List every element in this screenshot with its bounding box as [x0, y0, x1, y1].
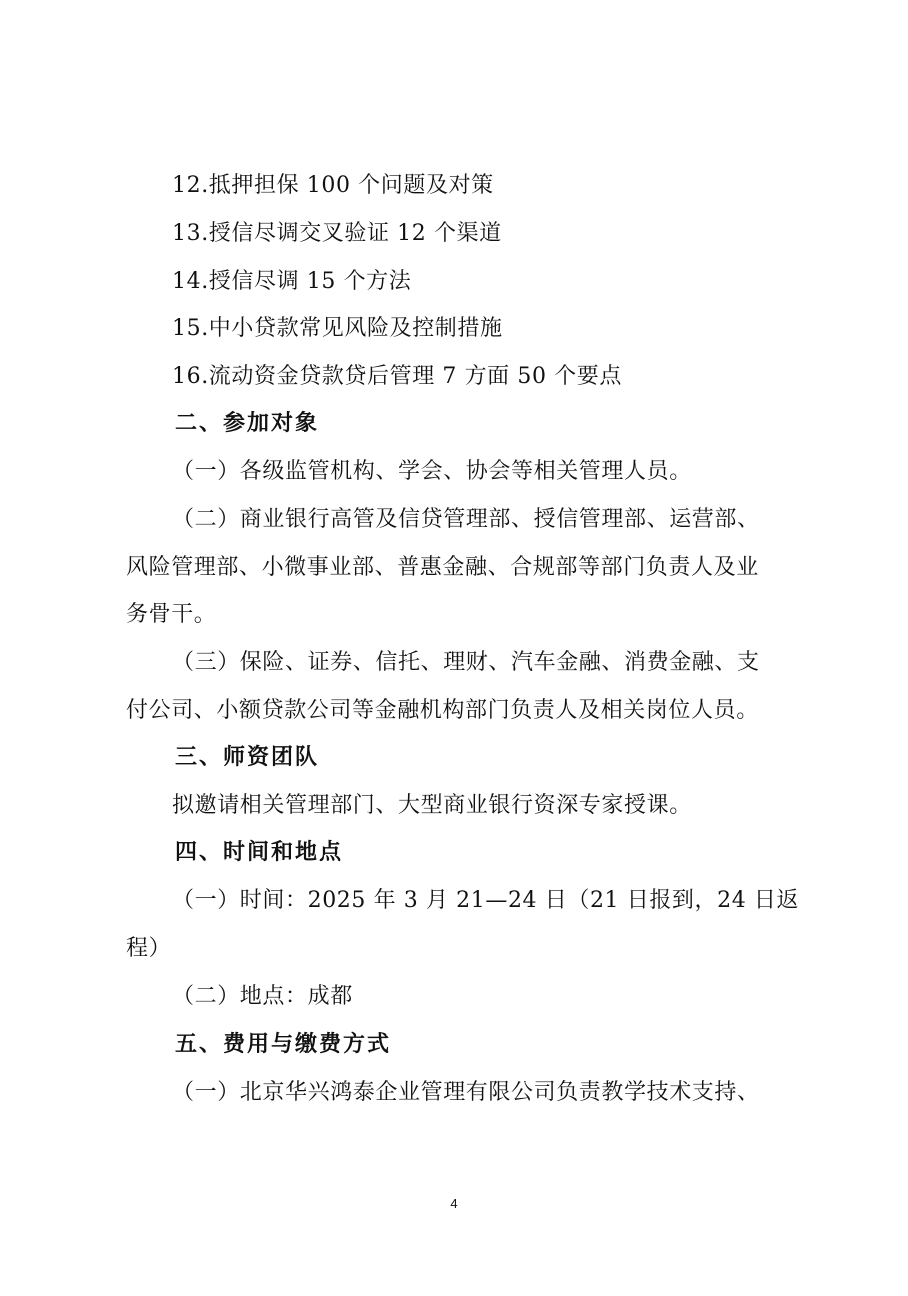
paragraph-participants-3-line-2: 付公司、小额贷款公司等金融机构部门负责人及相关岗位人员。: [126, 698, 759, 723]
section-heading-faculty: 三、师资团队: [175, 745, 320, 770]
section-heading-fees: 五、费用与缴费方式: [175, 1032, 392, 1057]
paragraph-participants-1: （一）各级监管机构、学会、协会等相关管理人员。: [172, 459, 692, 484]
paragraph-place: （二）地点：成都: [172, 984, 353, 1009]
paragraph-participants-3-line-1: （三）保险、证券、信托、理财、汽车金融、消费金融、支: [172, 650, 760, 675]
paragraph-time-line-1: （一）时间：2025 年 3 月 21—24 日（21 日报到，24 日返: [172, 888, 800, 913]
paragraph-fees-line-1: （一）北京华兴鸿泰企业管理有限公司负责教学技术支持、: [172, 1080, 760, 1105]
list-item-16: 16.流动资金贷款贷后管理 7 方面 50 个要点: [172, 364, 622, 389]
paragraph-faculty: 拟邀请相关管理部门、大型商业银行资深专家授课。: [172, 793, 692, 818]
list-item-14: 14.授信尽调 15 个方法: [172, 269, 412, 294]
list-item-13: 13.授信尽调交叉验证 12 个渠道: [172, 221, 502, 246]
page-number: 4: [450, 1196, 458, 1211]
list-item-15: 15.中小贷款常见风险及控制措施: [172, 316, 503, 341]
paragraph-participants-2-line-2: 风险管理部、小微事业部、普惠金融、合规部等部门负责人及业: [126, 555, 759, 580]
paragraph-time-line-2: 程）: [126, 936, 172, 961]
paragraph-participants-2-line-3: 务骨干。: [126, 602, 217, 627]
list-item-12: 12.抵押担保 100 个问题及对策: [172, 173, 494, 198]
section-heading-participants: 二、参加对象: [175, 411, 320, 436]
section-heading-time-place: 四、时间和地点: [175, 840, 344, 865]
paragraph-participants-2-line-1: （二）商业银行高管及信贷管理部、授信管理部、运营部、: [172, 507, 760, 532]
